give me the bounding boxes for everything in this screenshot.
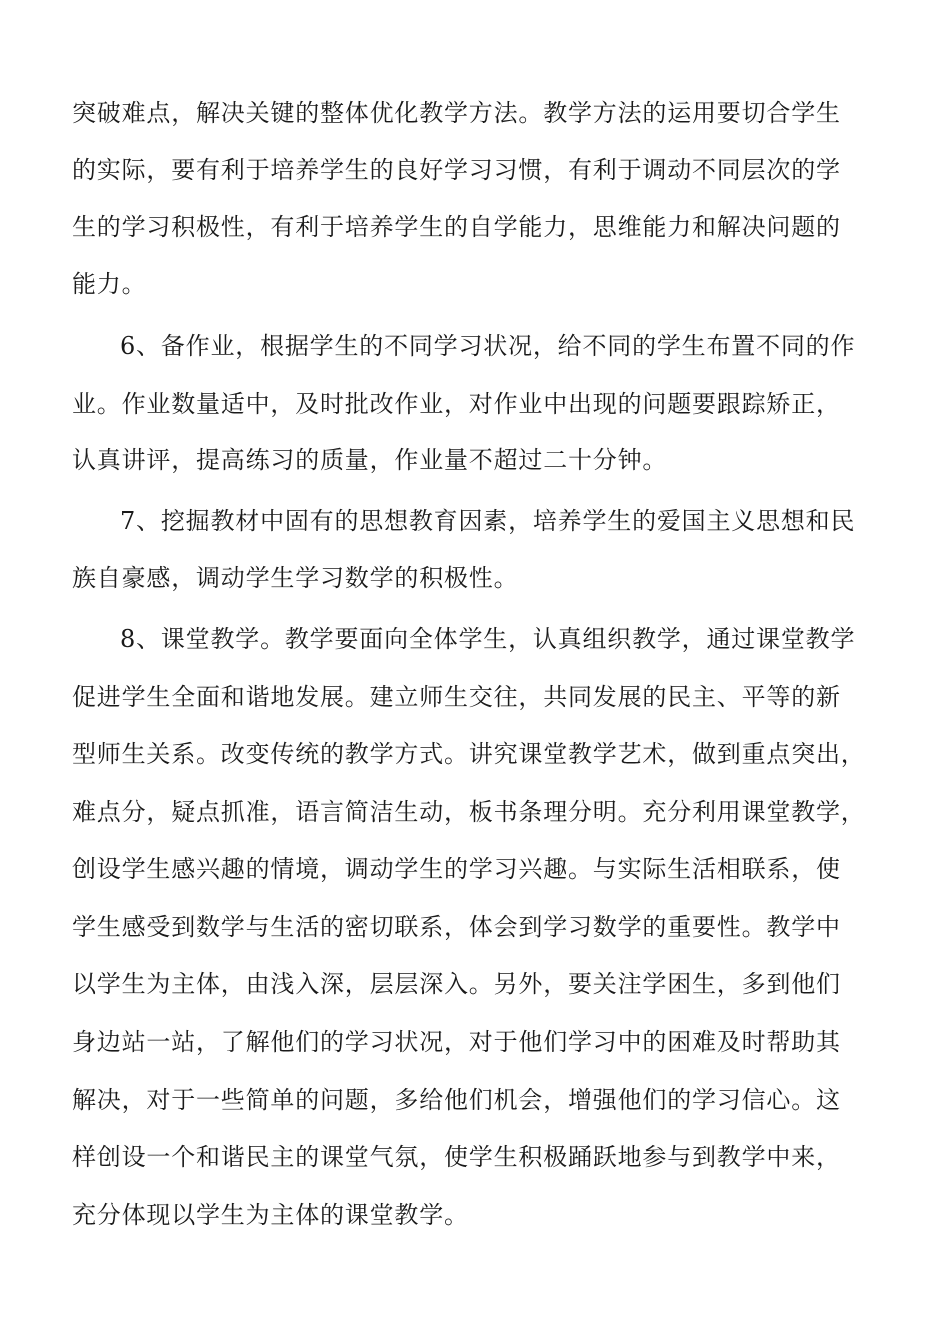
text-line: 身边站一站，了解他们的学习状况，对于他们学习中的困难及时帮助其 [72, 1028, 841, 1056]
text-line: 的实际，要有利于培养学生的良好学习习惯，有利于调动不同层次的学 [72, 156, 841, 184]
text-line: 7、挖掘教材中固有的思想教育因素，培养学生的爱国主义思想和民 [120, 507, 856, 535]
text-line: 促进学生全面和谐地发展。建立师生交往，共同发展的民主、平等的新 [72, 683, 841, 711]
text-line: 充分体现以学生为主体的课堂教学。 [72, 1201, 469, 1229]
text-line: 难点分，疑点抓准，语言简洁生动，板书条理分明。充分利用课堂教学， [72, 798, 866, 826]
text-line: 以学生为主体，由浅入深，层层深入。另外，要关注学困生，多到他们 [72, 970, 841, 998]
text-line: 业。作业数量适中，及时批改作业，对作业中出现的问题要跟踪矫正， [72, 390, 841, 418]
text-line: 认真讲评，提高练习的质量，作业量不超过二十分钟。 [72, 446, 668, 474]
text-line: 型师生关系。改变传统的教学方式。讲究课堂教学艺术，做到重点突出， [72, 740, 866, 768]
text-line: 创设学生感兴趣的情境，调动学生的学习兴趣。与实际生活相联系，使 [72, 855, 841, 883]
text-line: 学生感受到数学与生活的密切联系，体会到学习数学的重要性。教学中 [72, 913, 841, 941]
text-line: 解决，对于一些简单的问题，多给他们机会，增强他们的学习信心。这 [72, 1086, 841, 1114]
text-line: 族自豪感，调动学生学习数学的积极性。 [72, 564, 519, 592]
text-line: 能力。 [72, 270, 147, 298]
text-line: 生的学习积极性，有利于培养学生的自学能力，思维能力和解决问题的 [72, 213, 841, 241]
text-line: 突破难点，解决关键的整体优化教学方法。教学方法的运用要切合学生 [72, 99, 841, 127]
text-line: 8、课堂教学。教学要面向全体学生，认真组织教学，通过课堂教学 [120, 625, 856, 653]
text-line: 6、备作业，根据学生的不同学习状况，给不同的学生布置不同的作 [120, 332, 856, 360]
text-line: 样创设一个和谐民主的课堂气氛，使学生积极踊跃地参与到教学中来， [72, 1143, 841, 1171]
